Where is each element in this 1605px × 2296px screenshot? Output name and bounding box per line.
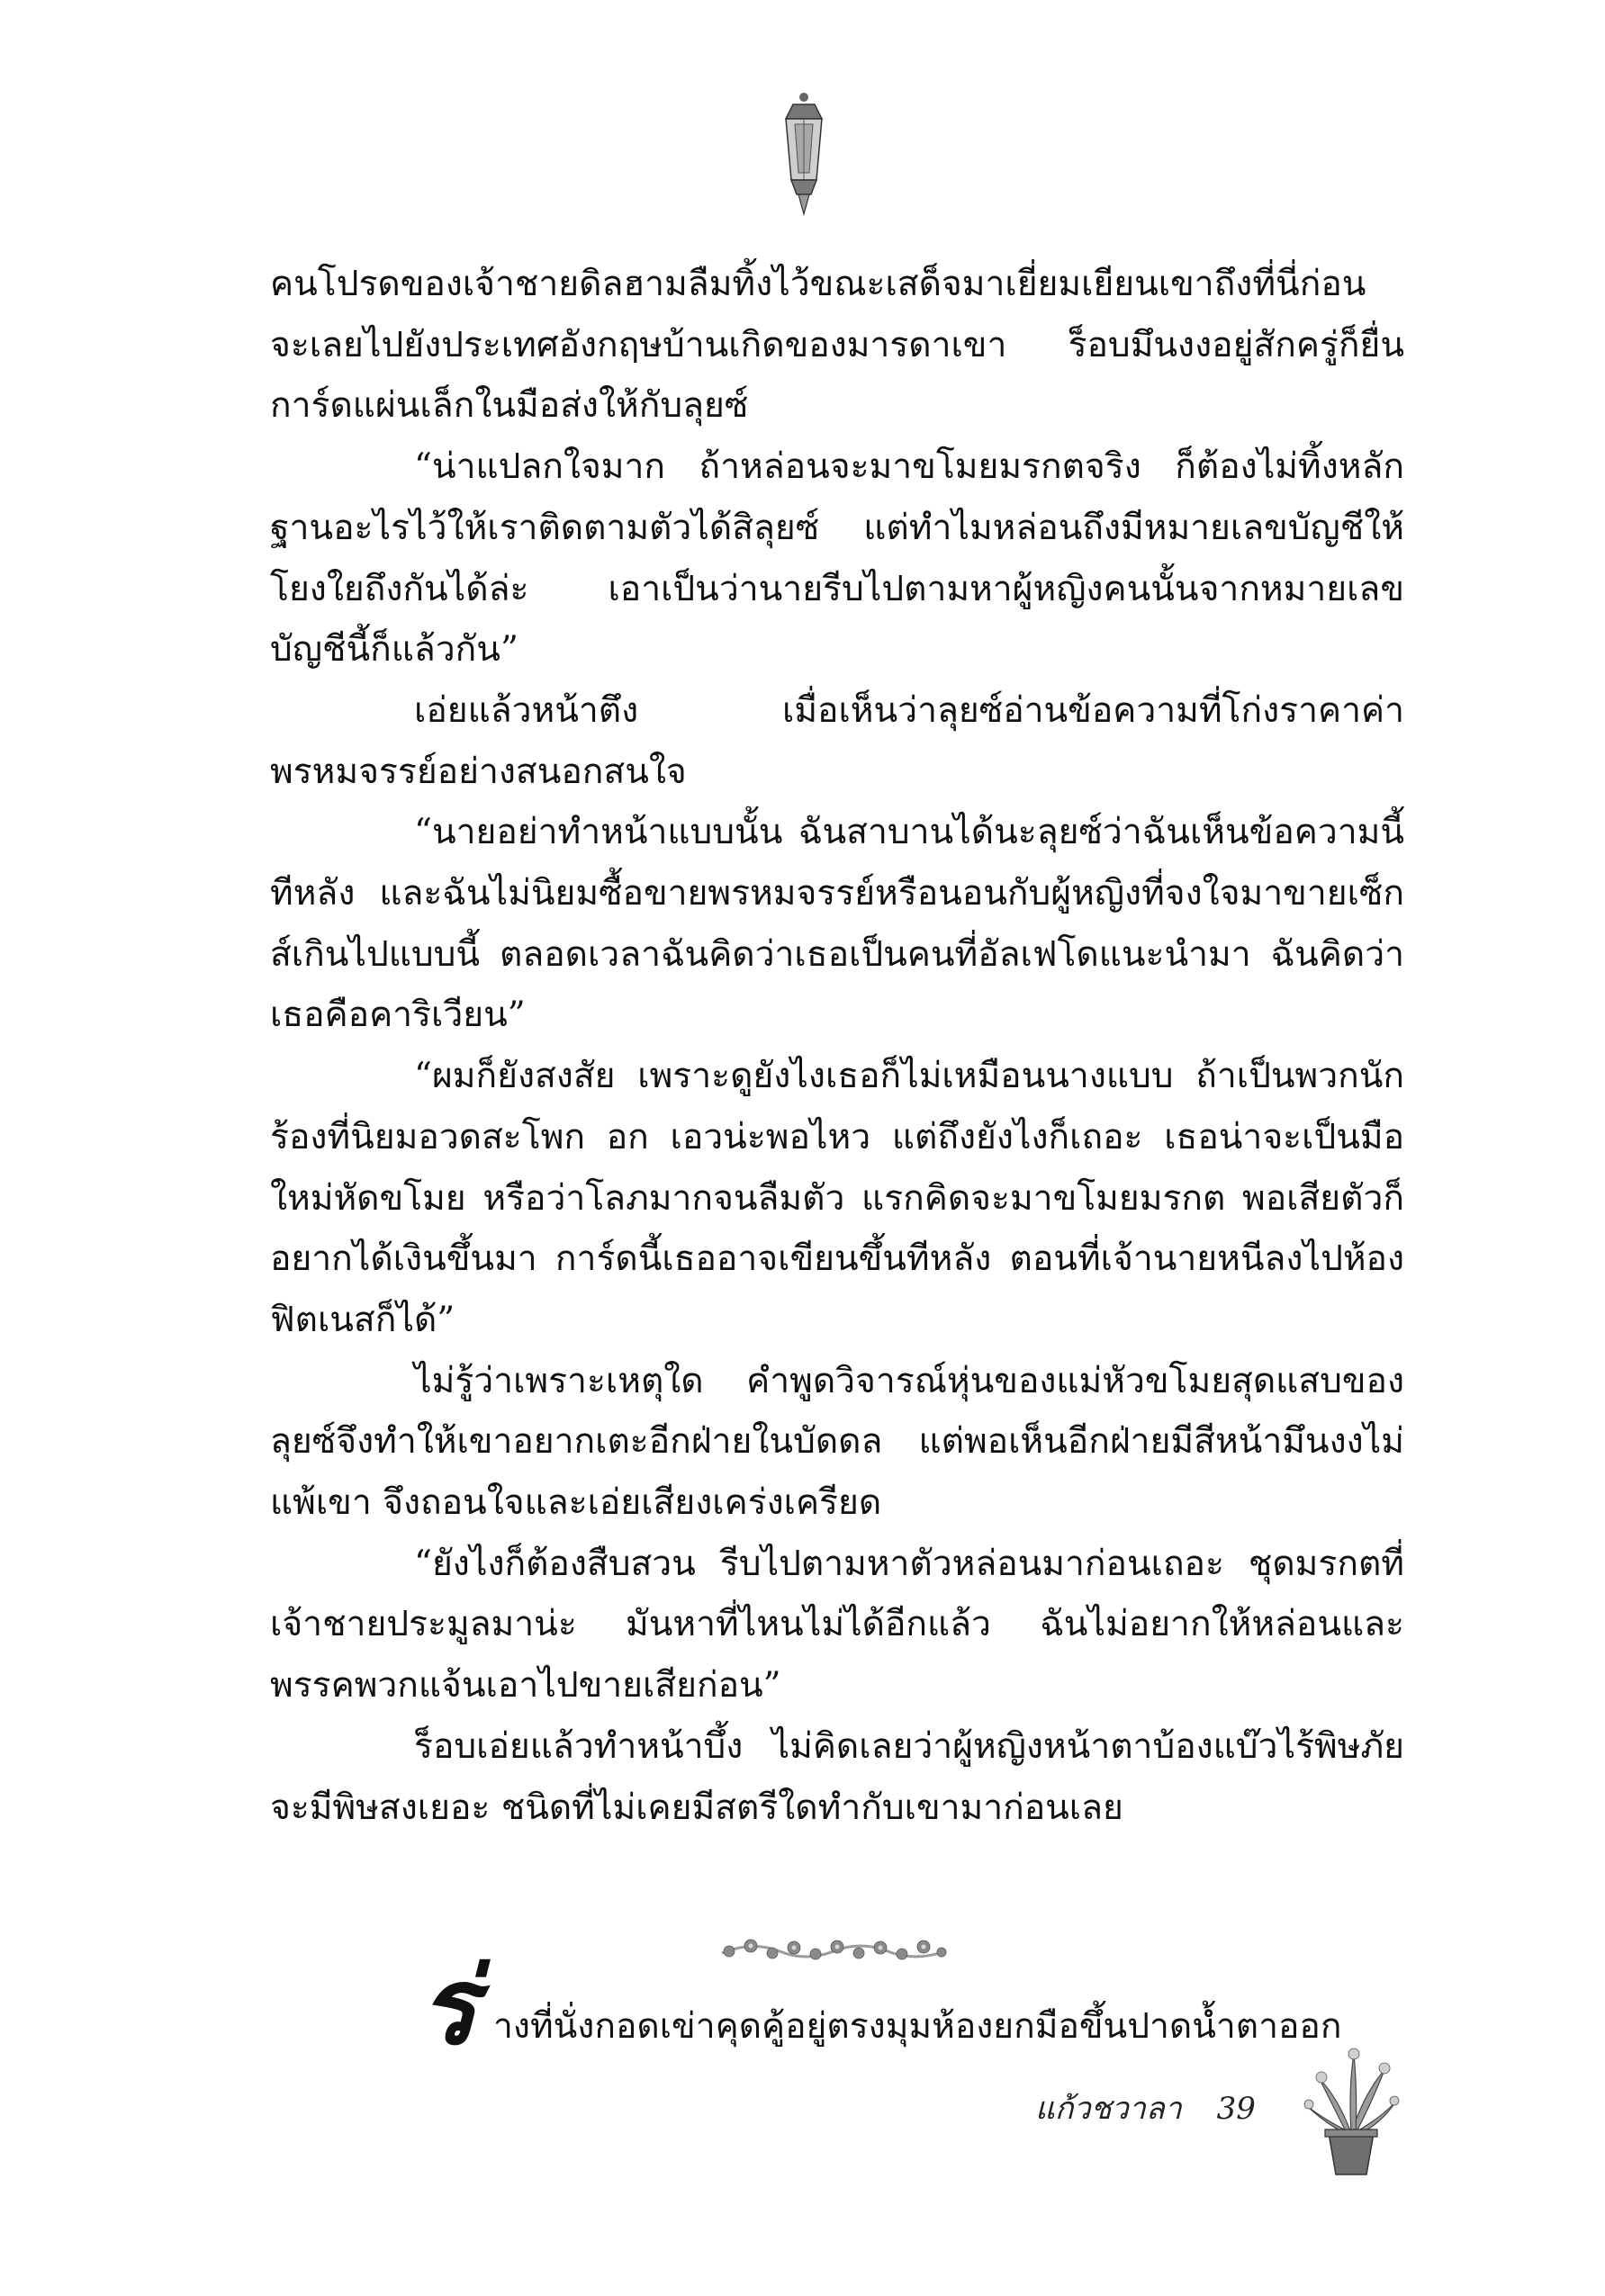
dropcap-line-text: างที่นั่งกอดเข่าคุดคู้อยู่ตรงมุมห้องยกมือขึ้นปาดน้ำตาออก (493, 2006, 1342, 2047)
page-footer (1035, 2084, 1256, 2132)
paragraph-5: “ผมก็ยังสงสัย เพราะดูยังไงเธอก็ไม่เหมือนนางแบบ ถ้าเป็นพวกนักร้องที่นิยมอวดสะโพก อก เอวน่ะพอไหว แต่ถึงยังไงก็เถอะ เธอน่าจะเป็นมือใหม่หัดขโมย หรือว่าโลภมากจนลืมตัว แรกคิดจะมาขโมยมรกต พอเสียตัวก็อยากได้เงินขึ้นมา การ์ดนี้เธออาจเขียนขึ้นทีหลัง ตอนที่เจ้านายหนีลงไปห้องฟิตเนสก็ได้” (270, 1056, 1404, 1340)
potted-plant-icon (1302, 2043, 1401, 2178)
page-number: 39 (1216, 2091, 1256, 2127)
book-title: แก้วชวาลา (1035, 2091, 1182, 2127)
dropcap-paragraph (419, 1943, 1410, 2068)
lantern-icon (775, 92, 833, 218)
dropcap-letter: ร่ (419, 1943, 477, 2068)
paragraph-1: คนโปรดของเจ้าชายดิลฮามลืมทิ้งไว้ขณะเสด็จมาเยี่ยมเยียนเขาถึงที่นี่ก่อนจะเลยไปยังประเทศอังกฤษบ้านเกิดของมารดาเขา ร็อบมึนงงอยู่สักครู่ก็ยื่นการ์ดแผ่นเล็กในมือส่งให้กับลุยซ์ (270, 264, 1404, 427)
paragraph-6: ไม่รู้ว่าเพราะเหตุใด คำพูดวิจารณ์หุ่นของแม่หัวขโมยสุดแสบของลุยซ์จึงทำให้เขาอยากเตะอีกฝ่ายในบัดดล แต่พอเห็นอีกฝ่ายมีสีหน้ามึนงงไม่แพ้เขา จึงถอนใจและเอ่ยเสียงเคร่งเครียด (270, 1360, 1404, 1524)
paragraph-7: “ยังไงก็ต้องสืบสวน รีบไปตามหาตัวหล่อนมาก่อนเถอะ ชุดมรกตที่เจ้าชายประมูลมาน่ะ มันหาที่ไหนไม่ได้อีกแล้ว ฉันไม่อยากให้หล่อนและพรรคพวกแจ้นเอาไปขายเสียก่อน” (270, 1543, 1404, 1706)
body-text (270, 254, 1404, 1838)
paragraph-2: “น่าแปลกใจมาก ถ้าหล่อนจะมาขโมยมรกตจริง ก็ต้องไม่ทิ้งหลักฐานอะไรไว้ให้เราติดตามตัวได้สิลุยซ์ แต่ทำไมหล่อนถึงมีหมายเลขบัญชีให้โยงใยถึงกันได้ล่ะ เอาเป็นว่านายรีบไปตามหาผู้หญิงคนนั้นจากหมายเลขบัญชีนี้ก็แล้วกัน” (270, 446, 1404, 671)
paragraph-8: ร็อบเอ่ยแล้วทำหน้าบึ้ง ไม่คิดเลยว่าผู้หญิงหน้าตาบ้องแบ๊วไร้พิษภัยจะมีพิษสงเยอะ ชนิดที่ไม่เคยมีสตรีใดทำกับเขามาก่อนเลย (270, 1725, 1404, 1828)
paragraph-3: เอ่ยแล้วหน้าตึง เมื่อเห็นว่าลุยซ์อ่านข้อความที่โก่งราคาค่าพรหมจรรย์อย่างสนอกสนใจ (270, 689, 1404, 792)
paragraph-4: “นายอย่าทำหน้าแบบนั้น ฉันสาบานได้นะลุยซ์ว่าฉันเห็นข้อความนี้ทีหลัง และฉันไม่นิยมซื้อขายพรหมจรรย์หรือนอนกับผู้หญิงที่จงใจมาขายเซ็กส์เกินไปแบบนี้ ตลอดเวลาฉันคิดว่าเธอเป็นคนที่อัลเฟโดแนะนำมา ฉันคิดว่าเธอคือคาริเวียน” (270, 812, 1404, 1036)
